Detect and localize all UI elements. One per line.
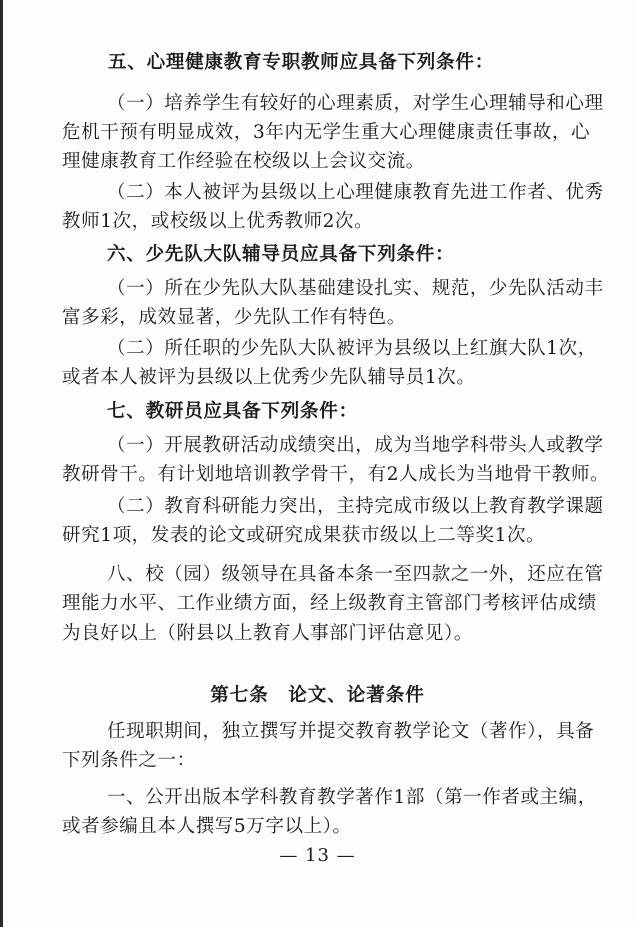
section-5-item1-line2: 危机干预有明显成效，3年内无学生重大心理健康责任事故，心	[62, 122, 591, 143]
article-7-intro-line2: 下列条件之一：	[62, 750, 196, 771]
article-7-item1-line2: 或者参编且本人撰写5万字以上）。	[62, 816, 352, 837]
section-5-item2-line2: 教师1次，或校级以上优秀教师2次。	[62, 211, 374, 232]
section-5-item2-line1: （二）本人被评为县级以上心理健康教育先进工作者、优秀	[107, 182, 604, 203]
article-7-title: 第七条 论文、论著条件	[210, 685, 425, 706]
section-7-item2-line2: 研究1项，发表的论文或研究成果获市级以上二等奖1次。	[62, 525, 546, 546]
section-8-line3: 为良好以上（附县以上教育人事部门评估意见）。	[62, 623, 473, 644]
section-7-item2-line1: （二）教育科研能力突出，主持完成市级以上教育教学课题	[107, 496, 604, 517]
section-6-item2-line2: 或者本人被评为县级以上优秀少先队辅导员1次。	[62, 367, 476, 388]
section-7-item1-line1: （一）开展教研活动成绩突出，成为当地学科带头人或教学	[107, 435, 604, 456]
page-edge-shadow	[0, 0, 3, 927]
section-5-item1-line3: 理健康教育工作经验在校级以上会议交流。	[62, 151, 425, 172]
section-8-line2: 理能力水平、工作业绩方面，经上级教育主管部门考核评估成绩	[62, 593, 597, 614]
section-5-heading: 五、心理健康教育专职教师应具备下列条件：	[108, 52, 495, 73]
section-6-item1-line2: 富多彩，成效显著，少先队工作有特色。	[62, 307, 406, 328]
section-6-item2-line1: （二）所任职的少先队大队被评为县级以上红旗大队1次，	[107, 338, 597, 359]
section-5-item1-line1: （一）培养学生有较好的心理素质，对学生心理辅导和心理	[107, 93, 604, 114]
page-number: — 13 —	[279, 845, 356, 866]
section-7-item1-line2: 教研骨干。有计划地培训教学骨干，有2人成长为当地骨干教师。	[62, 464, 610, 485]
article-7-intro-line1: 任现职期间，独立撰写并提交教育教学论文（著作），具备	[107, 721, 595, 742]
article-7-item1-line1: 一、公开出版本学科教育教学著作1部（第一作者或主编，	[107, 787, 597, 808]
section-6-item1-line1: （一）所在少先队大队基础建设扎实、规范，少先队活动丰	[107, 278, 604, 299]
section-6-heading: 六、少先队大队辅导员应具备下列条件：	[107, 244, 455, 265]
section-7-heading: 七、教研员应具备下列条件：	[107, 401, 358, 422]
section-8-line1: 八、校（园）级领导在具备本条一至四款之一外，还应在管	[107, 564, 604, 585]
